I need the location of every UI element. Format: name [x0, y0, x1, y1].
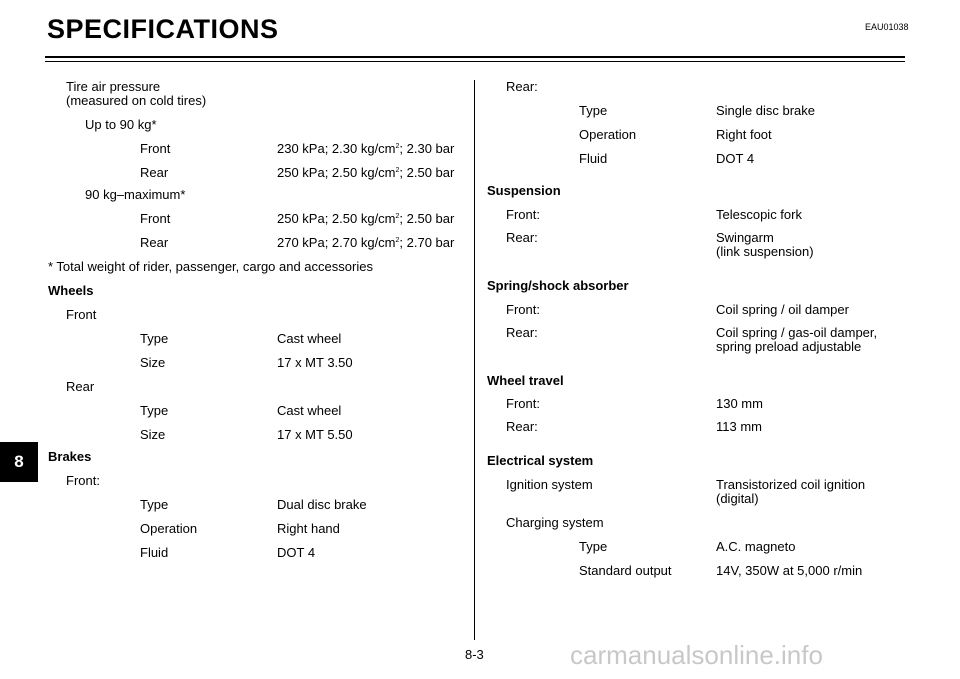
pressure-front-heavy: 250 kPa; 2.50 $kg/cm^2$; 2.50 bar — [277, 211, 455, 226]
label-operation: Operation — [140, 521, 198, 536]
label-rear: Rear — [140, 165, 169, 180]
label-front: Front — [140, 211, 171, 226]
wheel-front-label: Front — [66, 307, 97, 322]
page-title: SPECIFICATIONS — [47, 14, 279, 44]
load-90-max: 90 kg–maximum* — [85, 187, 186, 202]
document-code: EAU01038 — [865, 22, 909, 32]
ignition-value: Transistorized coil ignition — [716, 477, 866, 492]
spring-rear-value-2: spring preload adjustable — [716, 339, 862, 354]
rear-wheel-type: Cast wheel — [277, 403, 342, 418]
label-operation: Operation — [579, 127, 637, 142]
section-spring-shock: Spring/shock absorber — [487, 278, 629, 293]
rear-wheel-size: 17 x MT 5.50 — [277, 427, 353, 442]
brakes-rear-label: Rear: — [506, 79, 538, 94]
label-type: Type — [140, 497, 169, 512]
label-type: Type — [140, 403, 169, 418]
pressure-front-light: 230 kPa; 2.30 $kg/cm^2$; 2.30 bar — [277, 141, 455, 156]
suspension-rear-label: Rear: — [506, 230, 538, 245]
suspension-rear-note: (link suspension) — [716, 244, 814, 259]
rear-brake-operation: Right foot — [716, 127, 772, 142]
std-output-value: 14V, 350W at 5,000 r/min — [716, 563, 863, 578]
rear-brake-type: Single disc brake — [716, 103, 815, 118]
weight-footnote: * Total weight of rider, passenger, cargo and accessories — [48, 259, 373, 274]
front-brake-fluid: DOT 4 — [277, 545, 316, 560]
front-brake-operation: Right hand — [277, 521, 340, 536]
spring-front-value: Coil spring / oil damper — [716, 302, 849, 317]
tire-pressure-heading: Tire air pressure — [66, 79, 161, 94]
charging-type-value: A.C. magneto — [716, 539, 796, 554]
travel-front-value: 130 mm — [716, 396, 763, 411]
wheel-rear-label: Rear — [66, 379, 95, 394]
suspension-rear-value: Swingarm — [716, 230, 774, 245]
label-rear: Rear — [140, 235, 169, 250]
std-output-label: Standard output — [579, 563, 672, 578]
section-brakes: Brakes — [48, 449, 92, 464]
front-wheel-size: 17 x MT 3.50 — [277, 355, 353, 370]
spring-rear-value: Coil spring / gas-oil damper, — [716, 325, 878, 340]
load-up-to-90: Up to 90 kg* — [85, 117, 157, 132]
header-rule-thin — [45, 61, 905, 62]
label-size: Size — [140, 427, 166, 442]
label-fluid: Fluid — [140, 545, 169, 560]
label-size: Size — [140, 355, 166, 370]
section-suspension: Suspension — [487, 183, 561, 198]
section-wheels: Wheels — [48, 283, 94, 298]
label-type: Type — [579, 103, 608, 118]
ignition-label: Ignition system — [506, 477, 593, 492]
column-divider — [474, 80, 475, 640]
spring-front-label: Front: — [506, 302, 540, 317]
label-front: Front — [140, 141, 171, 156]
chapter-tab: 8 — [0, 442, 38, 482]
ignition-value-2: (digital) — [716, 491, 759, 506]
pressure-rear-heavy: 270 kPa; 2.70 $kg/cm^2$; 2.70 bar — [277, 235, 455, 250]
suspension-front-value: Telescopic fork — [716, 207, 802, 222]
travel-rear-value: 113 mm — [716, 419, 762, 434]
travel-front-label: Front: — [506, 396, 540, 411]
rear-brake-fluid: DOT 4 — [716, 151, 755, 166]
section-electrical: Electrical system — [487, 453, 594, 468]
spring-rear-label: Rear: — [506, 325, 538, 340]
brakes-front-label: Front: — [66, 473, 100, 488]
front-wheel-type: Cast wheel — [277, 331, 342, 346]
label-type: Type — [579, 539, 608, 554]
travel-rear-label: Rear: — [506, 419, 538, 434]
label-type: Type — [140, 331, 169, 346]
suspension-front-label: Front: — [506, 207, 540, 222]
page-number: 8-3 — [465, 647, 484, 662]
header-rule-thick — [45, 56, 905, 58]
tire-pressure-note: (measured on cold tires) — [66, 93, 207, 108]
charging-label: Charging system — [506, 515, 604, 530]
front-brake-type: Dual disc brake — [277, 497, 367, 512]
label-fluid: Fluid — [579, 151, 608, 166]
pressure-rear-light: 250 kPa; 2.50 $kg/cm^2$; 2.50 bar — [277, 165, 455, 180]
watermark: carmanualsonline.info — [570, 640, 823, 670]
section-wheel-travel: Wheel travel — [487, 373, 564, 388]
